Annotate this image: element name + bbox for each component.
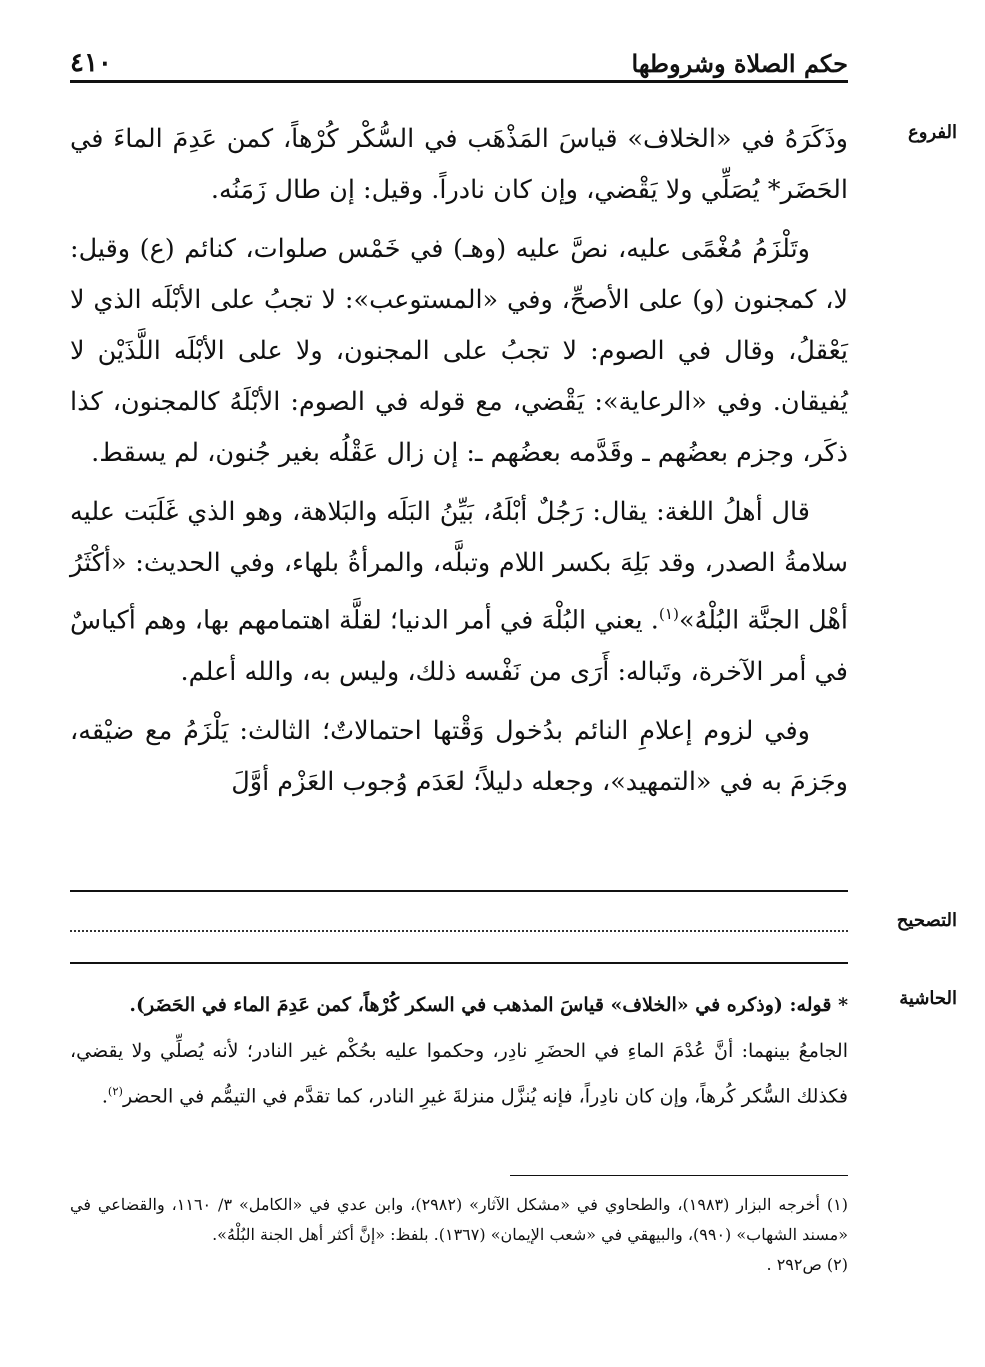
hashiya-body — [70, 1031, 848, 1116]
paragraph-4: وفي لزوم إعلامِ النائم بدُخول وَقْتها احتمالاتٌ؛ الثالث: يَلْزَمُ مع ضيْقه، وجَزمَ به في «التمهيد»، وجعله دليلاً؛ لعَدَم وُجوب العَزْم أوَّلَ — [70, 715, 848, 797]
running-head — [70, 38, 848, 78]
main-text — [70, 114, 848, 816]
label-hashiya: الحاشية — [899, 988, 957, 1009]
hashiya-star: * — [838, 994, 848, 1016]
footnotes — [70, 1190, 848, 1280]
label-furu: الفروع — [908, 122, 957, 143]
paragraph-3 — [70, 487, 848, 698]
hashiya-section — [70, 985, 848, 1116]
paragraph-3-text-a: قال أهلُ اللغة: يقال: رَجُلٌ أبْلَهُ، بَيِّنُ البَلَه والبَلاهة، وهو الذي غَلَبَت عليه سلامةُ الصدر، وقد بَلِهَ بكسر اللام وتبلَّه، والمرأةُ بلهاء، وفي الحديث: «أكْثَرُ أهْل الجنَّة البُلْهُ» — [70, 497, 848, 636]
header-rule — [70, 80, 848, 83]
main-end-rule — [70, 890, 848, 892]
footnote-ref-1: (١) — [658, 605, 679, 623]
paragraph-2: وتَلْزَمُ مُغْمًى عليه، نصَّ عليه (وهـ) في خَمْس صلوات، كنائم (ع) وقيل: لا، كمجنون (و) على الأصحِّ، وفي «المستوعب»: لا تجبُ على الأبْلَه الذي لا يَعْقلُ، وقال في الصوم: لا تجبُ على المجنون، ولا على الأبْلَه اللَّذَيْن لا يُفيقان. وفي «الرعاية»: يَقْضي، مع قوله في الصوم: الأبْلَهُ كالمجنون، كذا ذكَر، وجزم بعضُهم ـ وقَدَّمه بعضُهم ـ: إن زال عَقْلُه بغير جُنون، لم يسقط. — [70, 234, 848, 468]
footnote-1: (١) أخرجه البزار (١٩٨٣)، والطحاوي في «مشكل الآثار» (٢٩٨٢)، وابن عدي في «الكامل» ٣/ ١١٦٠، والقضاعي في «مسند الشهاب» (٩٩٠)، والبيهقي في «شعب الإيمان» (١٣٦٧). بلفظ: «إنَّ أكثر أهل الجنة البُلْهُ». — [70, 1195, 848, 1244]
paragraph-3-text-b: . يعني البُلْهَ في أمر الدنيا؛ لقلَّة اهتمامهم بها، وهم أكياسٌ في أمر الآخرة، وتَباله: أَرَى من نَفْسه ذلك، وليس به، والله أعلم. — [70, 605, 848, 687]
tashih-dotted-line — [70, 930, 848, 932]
footnote-ref-2: (٢) — [107, 1084, 123, 1098]
paragraph-1: وذَكَرَهُ في «الخلاف» قياسَ المَذْهَب في السُّكْر كُرْهاً، كمن عَدِمَ الماءَ في الحَضَر* يُصَلِّي ولا يَقْضي، وإن كان نادراً. وقيل: إن طال زَمَنُه. — [70, 124, 848, 205]
footnote-2: (٢) ص٢٩٢ . — [766, 1255, 848, 1274]
tashih-end-rule — [70, 962, 848, 964]
label-tashih: التصحيح — [896, 910, 957, 931]
hashiya-lead-text: قوله: (وذكره في «الخلاف» قياسَ المذهب في السكر كُرْهاً، كمن عَدِمَ الماء في الحَضَر). — [129, 994, 832, 1016]
hashiya-body-text-b: . — [101, 1085, 108, 1108]
hashiya-lead — [70, 985, 848, 1025]
page-number: ٤١٠ — [70, 48, 112, 78]
footnote-rule — [510, 1175, 848, 1176]
running-title: حكم الصلاة وشروطها — [631, 49, 848, 78]
hashiya-body-text-a: الجامعُ بينهما: أنَّ عُدْمَ الماءِ في الحضَرِ نادِر، وحكموا عليه بحُكْم غير النادر؛ لأنه يُصلِّي ولا يقضي، فكذلك السُّكر كُرهاً، وإن كان نادِراً، فإنه يُنزَّل منزلةَ غيرِ النادر، كما تقدَّم في التيمُّم في الحضر — [70, 1040, 848, 1108]
